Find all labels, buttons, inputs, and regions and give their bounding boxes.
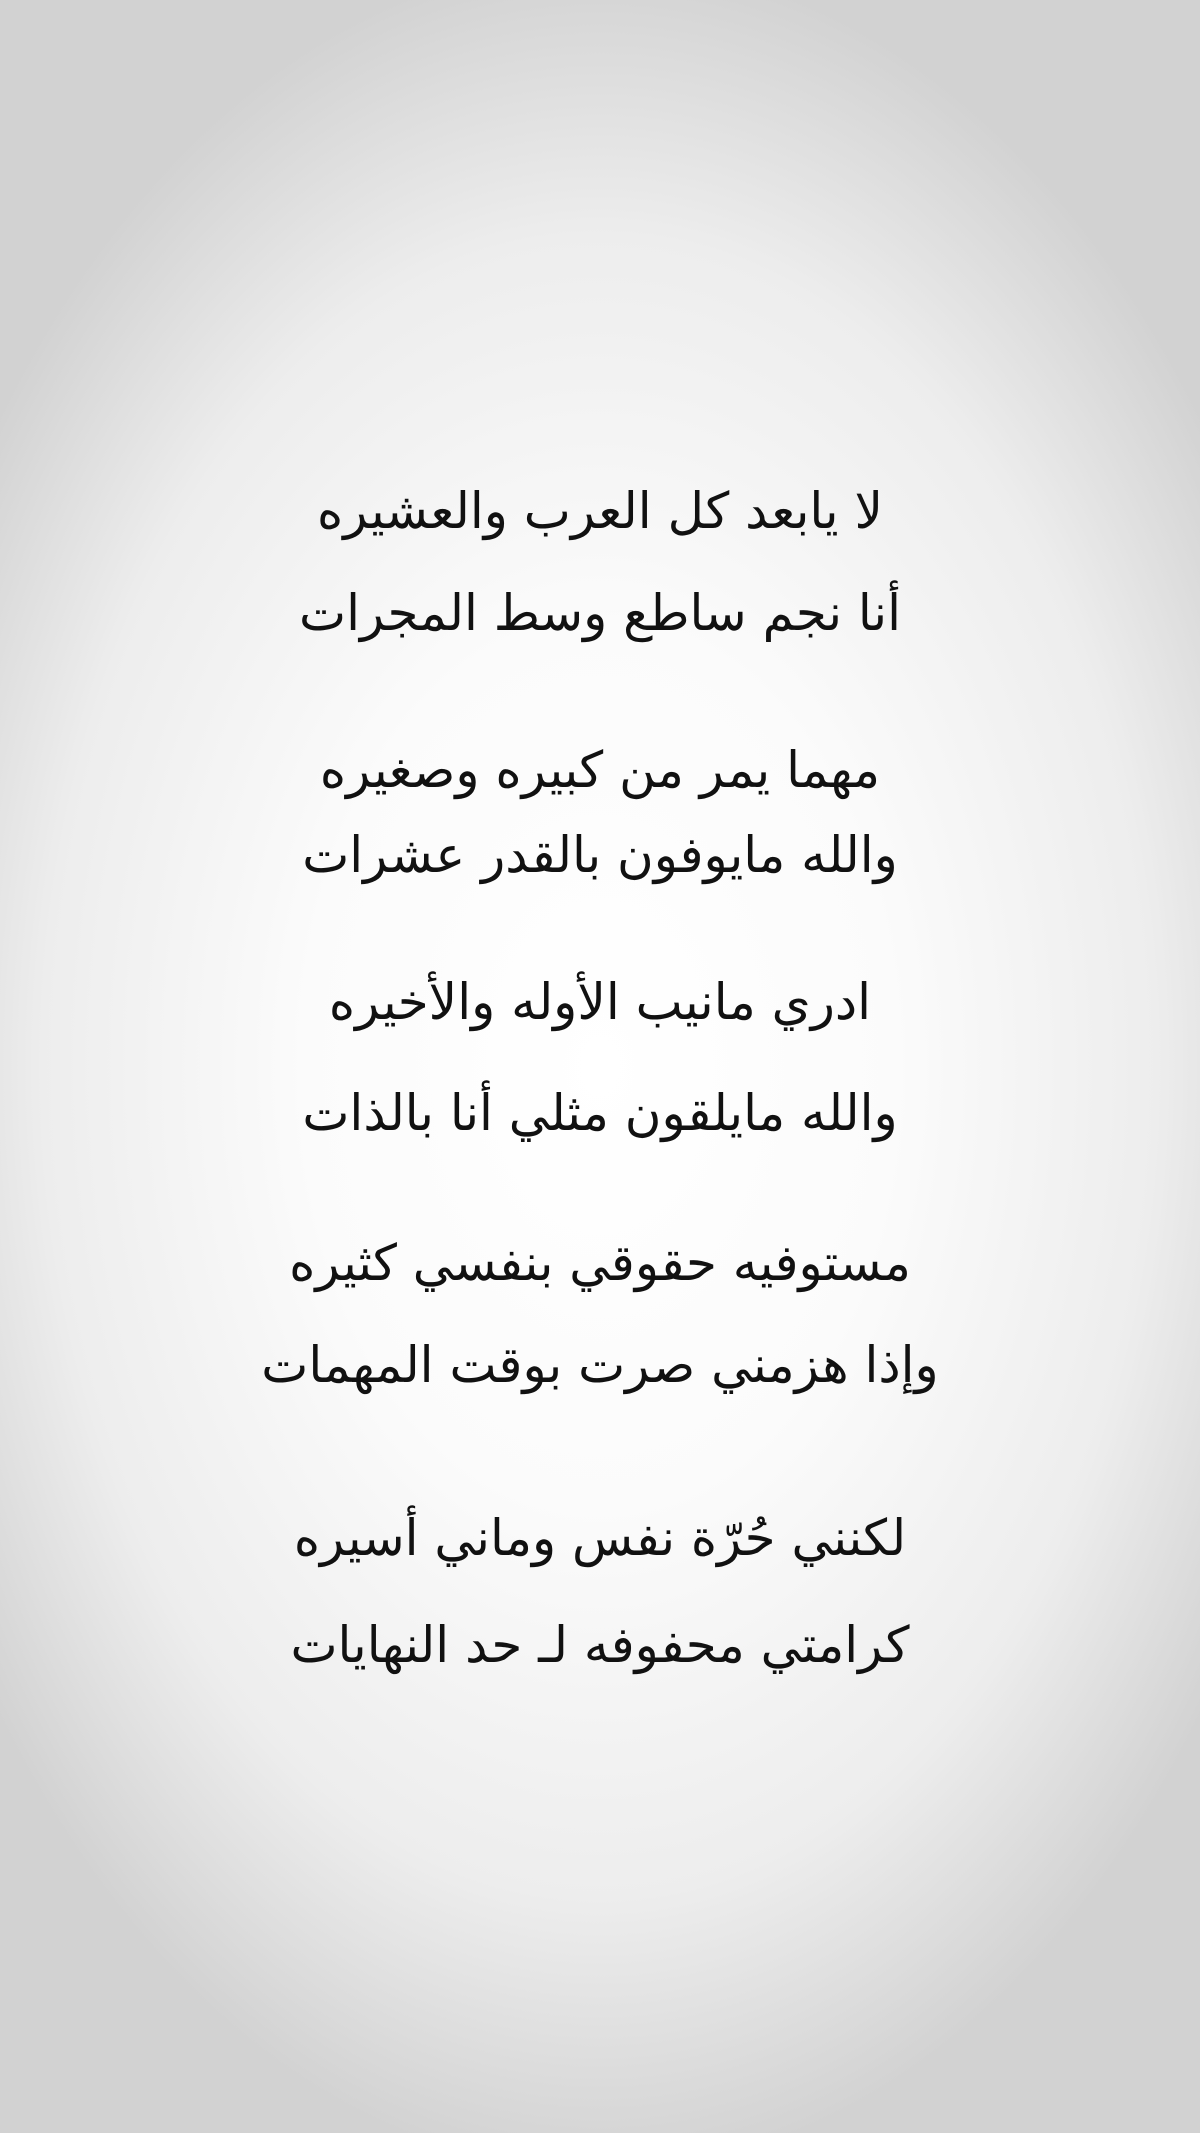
poem-line: مهما يمر من كبيره وصغيره: [319, 741, 881, 799]
poem-line: ادري مانيب الأوله والأخيره: [328, 973, 872, 1031]
poem-line: أنا نجم ساطع وسط المجرات: [299, 584, 901, 642]
poem-line: وإذا هزمني صرت بوقت المهمات: [261, 1336, 939, 1394]
poem-line: مستوفيه حقوقي بنفسي كثيره: [289, 1234, 911, 1292]
poem-line: والله مايوفون بالقدر عشرات: [302, 826, 898, 884]
poem-line: كرامتي محفوفه لـ حد النهايات: [290, 1616, 910, 1674]
poem-line: لكنني حُرّة نفس وماني أسيره: [293, 1509, 907, 1567]
poem-line: والله مايلقون مثلي أنا بالذات: [302, 1084, 898, 1142]
poem-line: لا يابعد كل العرب والعشيره: [317, 482, 883, 540]
